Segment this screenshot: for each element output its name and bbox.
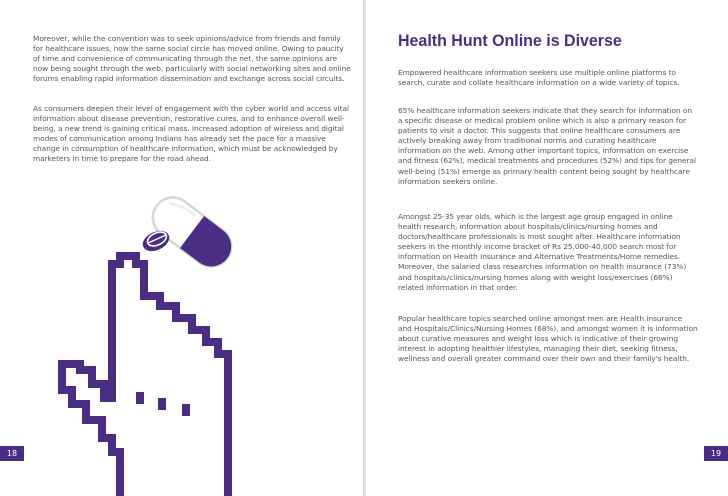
page-number-left: 18	[0, 446, 24, 461]
right-paragraph-3: Amongst 25-35 year olds, which is the largest age group engaged in online health research, information about hospitals/clinics/nursing homes and doctors/healthcare professionals is most sought after. Healthcare information seekers in the monthly income bracket of Rs 25,000-40,000 search most for information on Health Insurance and Alternative Treatments/Home remedies. Moreover, the salaried class researches information on health insurance (73%) and hospitals/clinics/nursing homes along with weight loss/exercises (66%) related information in that order.	[398, 212, 687, 292]
hand-pixel-shade	[182, 404, 190, 416]
left-page	[0, 0, 363, 496]
page-number-right: 19	[704, 446, 728, 461]
right-page	[366, 0, 728, 496]
left-paragraph-2: As consumers deepen their level of engagement with the cyber world and access vital information about disease prevention, restorative cures, and to enhance overall well-being, a new trend is gaining critical mass. Increased adoption of wireless and digital modes of communication among Indians has already set the pace for a massive change in consumption of healthcare information, which must be acknowledged by marketers in time to prepare for the road ahead.	[33, 104, 349, 164]
hand-pixel-shade	[158, 398, 166, 410]
pixel-hand-pill-illustration	[0, 0, 363, 496]
hand-pixel-shade	[136, 392, 144, 404]
section-heading: Health Hunt Online is Diverse	[398, 31, 622, 50]
pixel-hand-cursor-icon	[62, 256, 228, 496]
left-paragraph-1: Moreover, while the convention was to seek opinions/advice from friends and family for healthcare issues, now the same social circle has moved online. Owing to paucity of time and convenience of communicating through the net, the same opinions are now being sought through the web, particularly with social networking sites and online forums enabling rapid information dissemination and exchange across social circuits.	[33, 34, 351, 84]
right-paragraph-2: 65% healthcare information seekers indicate that they search for information on a specific disease or medical problem online which is also a primary reason for patients to visit a doctor. This suggests that online healthcare consumers are actively breaking away from traditional norms and curating healthcare information on the web. Among other important topics, information on exercise and fitness (62%), medical treatments and procedures (52%) and tips for general well-being (51%) emerge as primary health content being sought by healthcare information seekers online.	[398, 106, 696, 186]
right-paragraph-4: Popular healthcare topics searched online amongst men are Health insurance and Hospitals/Clinics/Nursing Homes (68%), and amongst women it is information about curative measures and weight loss which is indicative of their growing interest in adopting healthier lifestyles, managing their diet, seeking fitness, wellness and overall greater command over their own and their family's health.	[398, 314, 698, 364]
right-paragraph-1: Empowered healthcare information seekers use multiple online platforms to search, curate and collate healthcare information on a wide variety of topics.	[398, 68, 680, 88]
